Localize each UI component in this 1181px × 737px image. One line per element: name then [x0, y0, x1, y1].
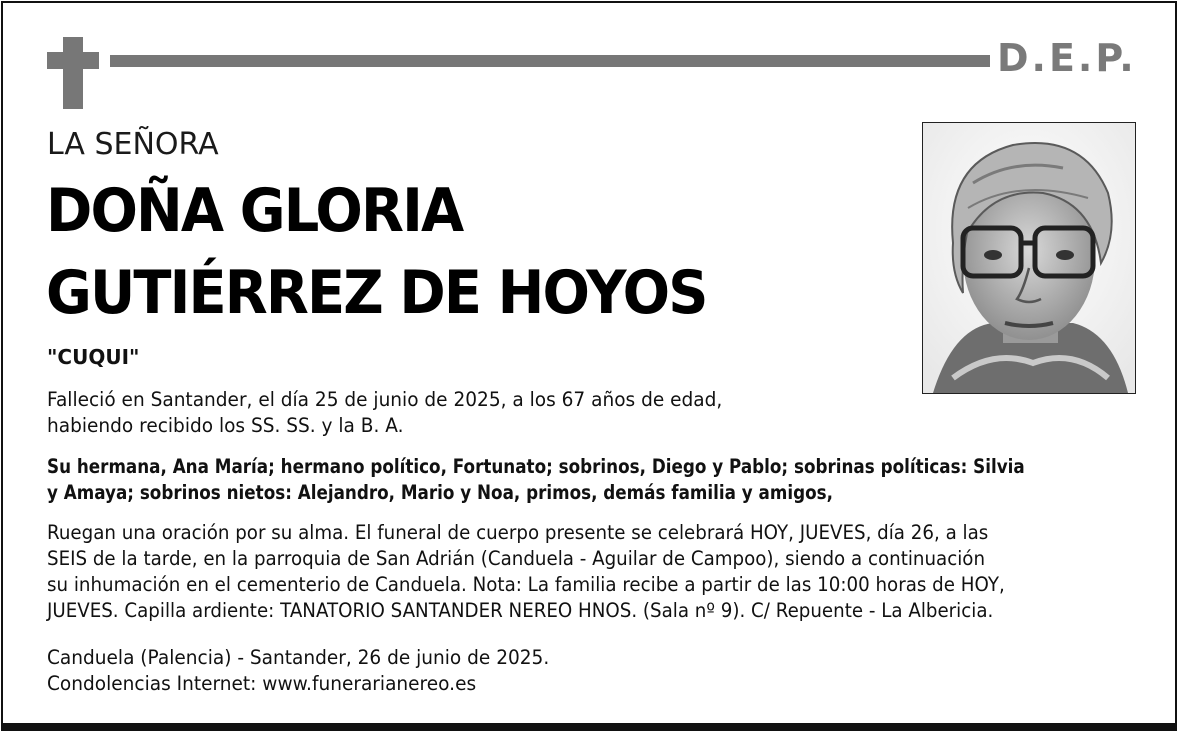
header-rule: [110, 55, 990, 67]
service-line: JUEVES. Capilla ardiente: TANATORIO SANTANDER NEREO HNOS. (Sala nº 9). C/ Repuente - La Albericia.: [47, 599, 994, 622]
portrait-illustration: [923, 123, 1135, 393]
service-line: su inhumación en el cementerio de Canduela. Nota: La familia recibe a partir de las 10:00 horas de HOY,: [47, 573, 1005, 596]
family-line: y Amaya; sobrinos nietos: Alejandro, Mario y Noa, primos, demás familia y amigos,: [47, 481, 833, 504]
family-list: [47, 454, 1025, 506]
service-line: SEIS de la tarde, en la parroquia de San Adrián (Canduela - Aguilar de Campoo), siendo a continuación: [47, 547, 985, 570]
cross-icon: [63, 37, 83, 109]
cross-icon-bar: [47, 52, 99, 69]
death-info-line: habiendo recibido los SS. SS. y la B. A.: [47, 414, 404, 437]
portrait-photo: [922, 122, 1136, 394]
deceased-name-line1: DOÑA GLORIA: [46, 176, 463, 246]
nickname: "CUQUI": [47, 345, 140, 369]
death-info: [47, 387, 722, 439]
title-prefix: LA SEÑORA: [47, 127, 219, 162]
service-line: Ruegan una oración por su alma. El funeral de cuerpo presente se celebrará HOY, JUEVES, día 26, a las: [47, 521, 989, 544]
dep-mark: D.E.P.: [997, 36, 1137, 80]
deceased-name-line2: GUTIÉRREZ DE HOYOS: [46, 258, 707, 328]
footer: [47, 645, 549, 697]
death-info-line: Falleció en Santander, el día 25 de junio de 2025, a los 67 años de edad,: [47, 388, 723, 411]
service-details: [47, 520, 1005, 624]
place-date: Canduela (Palencia) - Santander, 26 de junio de 2025.: [47, 646, 550, 669]
family-line: Su hermana, Ana María; hermano político, Fortunato; sobrinos, Diego y Pablo; sobrinas políticas: Silvia: [47, 455, 1025, 478]
condolences-link[interactable]: Condolencias Internet: www.funerarianereo.es: [47, 672, 477, 695]
